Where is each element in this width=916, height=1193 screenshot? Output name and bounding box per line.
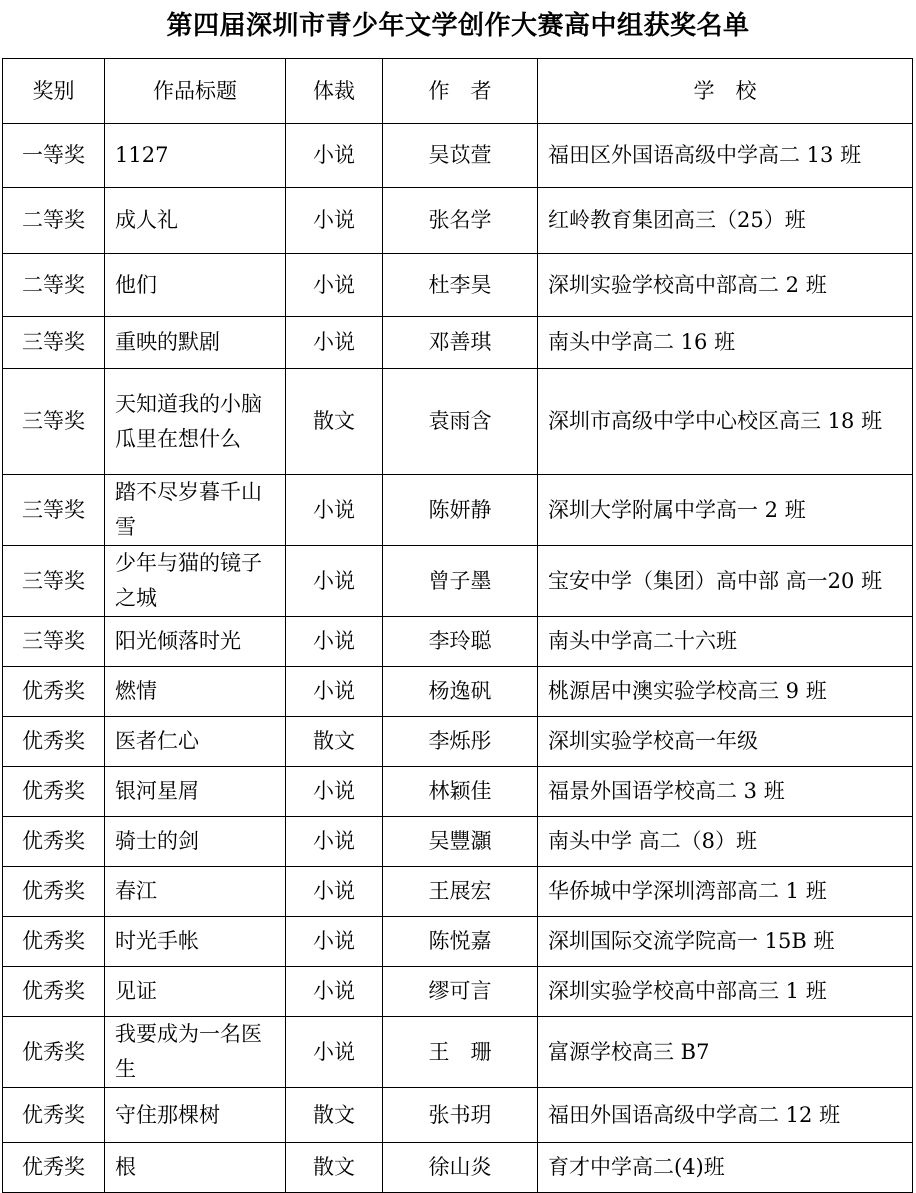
author-cell: 缪可言: [383, 967, 538, 1017]
prize-cell: 三等奖: [3, 369, 105, 475]
school-cell: 华侨城中学深圳湾部高二 1 班: [538, 867, 913, 917]
title-cell: 骑士的剑: [105, 817, 286, 867]
table-row: [3, 1143, 913, 1193]
table-header-row: [3, 59, 913, 124]
table-row: [3, 967, 913, 1017]
school-cell: 深圳市高级中学中心校区高三 18 班: [538, 369, 913, 475]
title-cell: 根: [105, 1143, 286, 1193]
genre-cell: 小说: [286, 767, 383, 817]
school-cell: 育才中学高二(4)班: [538, 1143, 913, 1193]
author-cell: 邓善琪: [383, 317, 538, 369]
school-cell: 红岭教育集团高三（25）班: [538, 188, 913, 254]
genre-cell: 散文: [286, 717, 383, 767]
prize-cell: 优秀奖: [3, 1088, 105, 1143]
prize-cell: 优秀奖: [3, 967, 105, 1017]
title-cell: 1127: [105, 124, 286, 188]
prize-cell: 三等奖: [3, 617, 105, 667]
school-cell: 南头中学 高二（8）班: [538, 817, 913, 867]
author-cell: 曾子墨: [383, 546, 538, 617]
genre-cell: 小说: [286, 967, 383, 1017]
title-cell: 医者仁心: [105, 717, 286, 767]
genre-cell: 小说: [286, 867, 383, 917]
school-cell: 深圳实验学校高中部高二 2 班: [538, 254, 913, 317]
header-title: 作品标题: [105, 59, 286, 124]
school-cell: 深圳实验学校高中部高三 1 班: [538, 967, 913, 1017]
table-row: [3, 188, 913, 254]
title-cell: 时光手帐: [105, 917, 286, 967]
document-title: 第四届深圳市青少年文学创作大赛高中组获奖名单: [166, 11, 750, 41]
school-cell: 深圳国际交流学院高一 15B 班: [538, 917, 913, 967]
prize-cell: 二等奖: [3, 188, 105, 254]
table-row: [3, 1017, 913, 1088]
author-cell: 李烁彤: [383, 717, 538, 767]
author-cell: 李玲聪: [383, 617, 538, 667]
prize-cell: 优秀奖: [3, 767, 105, 817]
genre-cell: 散文: [286, 1088, 383, 1143]
genre-cell: 小说: [286, 1017, 383, 1088]
author-cell: 袁雨含: [383, 369, 538, 475]
table-row: [3, 617, 913, 667]
author-cell: 吴苡萱: [383, 124, 538, 188]
prize-cell: 优秀奖: [3, 917, 105, 967]
table-row: [3, 546, 913, 617]
genre-cell: 小说: [286, 546, 383, 617]
header-school: 学 校: [538, 59, 913, 124]
prize-cell: 三等奖: [3, 546, 105, 617]
genre-cell: 散文: [286, 1143, 383, 1193]
school-cell: 南头中学高二 16 班: [538, 317, 913, 369]
table-row: [3, 867, 913, 917]
genre-cell: 小说: [286, 188, 383, 254]
title-cell: 见证: [105, 967, 286, 1017]
prize-cell: 优秀奖: [3, 1017, 105, 1088]
title-cell: 银河星屑: [105, 767, 286, 817]
school-cell: 南头中学高二十六班: [538, 617, 913, 667]
awards-table: [2, 58, 913, 1193]
genre-cell: 小说: [286, 317, 383, 369]
genre-cell: 小说: [286, 817, 383, 867]
school-cell: 福田外国语高级中学高二 12 班: [538, 1088, 913, 1143]
prize-cell: 优秀奖: [3, 717, 105, 767]
title-cell: 我要成为一名医生: [105, 1017, 286, 1088]
prize-cell: 三等奖: [3, 475, 105, 546]
genre-cell: 散文: [286, 369, 383, 475]
title-cell: 他们: [105, 254, 286, 317]
school-cell: 福景外国语学校高二 3 班: [538, 767, 913, 817]
author-cell: 林颖佳: [383, 767, 538, 817]
title-cell: 少年与猫的镜子之城: [105, 546, 286, 617]
title-cell: 重映的默剧: [105, 317, 286, 369]
school-cell: 深圳大学附属中学高一 2 班: [538, 475, 913, 546]
prize-cell: 优秀奖: [3, 817, 105, 867]
prize-cell: 优秀奖: [3, 667, 105, 717]
table-row: [3, 717, 913, 767]
genre-cell: 小说: [286, 667, 383, 717]
table-row: [3, 1088, 913, 1143]
table-row: [3, 917, 913, 967]
author-cell: 陈妍静: [383, 475, 538, 546]
table-row: [3, 254, 913, 317]
genre-cell: 小说: [286, 917, 383, 967]
author-cell: 王展宏: [383, 867, 538, 917]
school-cell: 富源学校高三 B7: [538, 1017, 913, 1088]
prize-cell: 一等奖: [3, 124, 105, 188]
author-cell: 徐山炎: [383, 1143, 538, 1193]
table-row: [3, 124, 913, 188]
title-cell: 春江: [105, 867, 286, 917]
title-cell: 成人礼: [105, 188, 286, 254]
header-author: 作 者: [383, 59, 538, 124]
author-cell: 王 珊: [383, 1017, 538, 1088]
table-row: [3, 817, 913, 867]
table-row: [3, 317, 913, 369]
table-row: [3, 369, 913, 475]
title-cell: 燃情: [105, 667, 286, 717]
table-row: [3, 767, 913, 817]
title-cell: 守住那棵树: [105, 1088, 286, 1143]
school-cell: 桃源居中澳实验学校高三 9 班: [538, 667, 913, 717]
header-genre: 体裁: [286, 59, 383, 124]
school-cell: 福田区外国语高级中学高二 13 班: [538, 124, 913, 188]
genre-cell: 小说: [286, 617, 383, 667]
prize-cell: 优秀奖: [3, 1143, 105, 1193]
school-cell: 深圳实验学校高一年级: [538, 717, 913, 767]
author-cell: 张书玥: [383, 1088, 538, 1143]
author-cell: 陈悦嘉: [383, 917, 538, 967]
header-prize: 奖别: [3, 59, 105, 124]
school-cell: 宝安中学（集团）高中部 高一20 班: [538, 546, 913, 617]
genre-cell: 小说: [286, 475, 383, 546]
table-row: [3, 667, 913, 717]
author-cell: 杨逸矾: [383, 667, 538, 717]
title-cell: 阳光倾落时光: [105, 617, 286, 667]
author-cell: 张名学: [383, 188, 538, 254]
title-cell: 踏不尽岁暮千山雪: [105, 475, 286, 546]
prize-cell: 三等奖: [3, 317, 105, 369]
table-row: [3, 475, 913, 546]
prize-cell: 二等奖: [3, 254, 105, 317]
title-cell: 天知道我的小脑瓜里在想什么: [105, 369, 286, 475]
genre-cell: 小说: [286, 124, 383, 188]
prize-cell: 优秀奖: [3, 867, 105, 917]
author-cell: 吴豐灝: [383, 817, 538, 867]
genre-cell: 小说: [286, 254, 383, 317]
author-cell: 杜李昊: [383, 254, 538, 317]
